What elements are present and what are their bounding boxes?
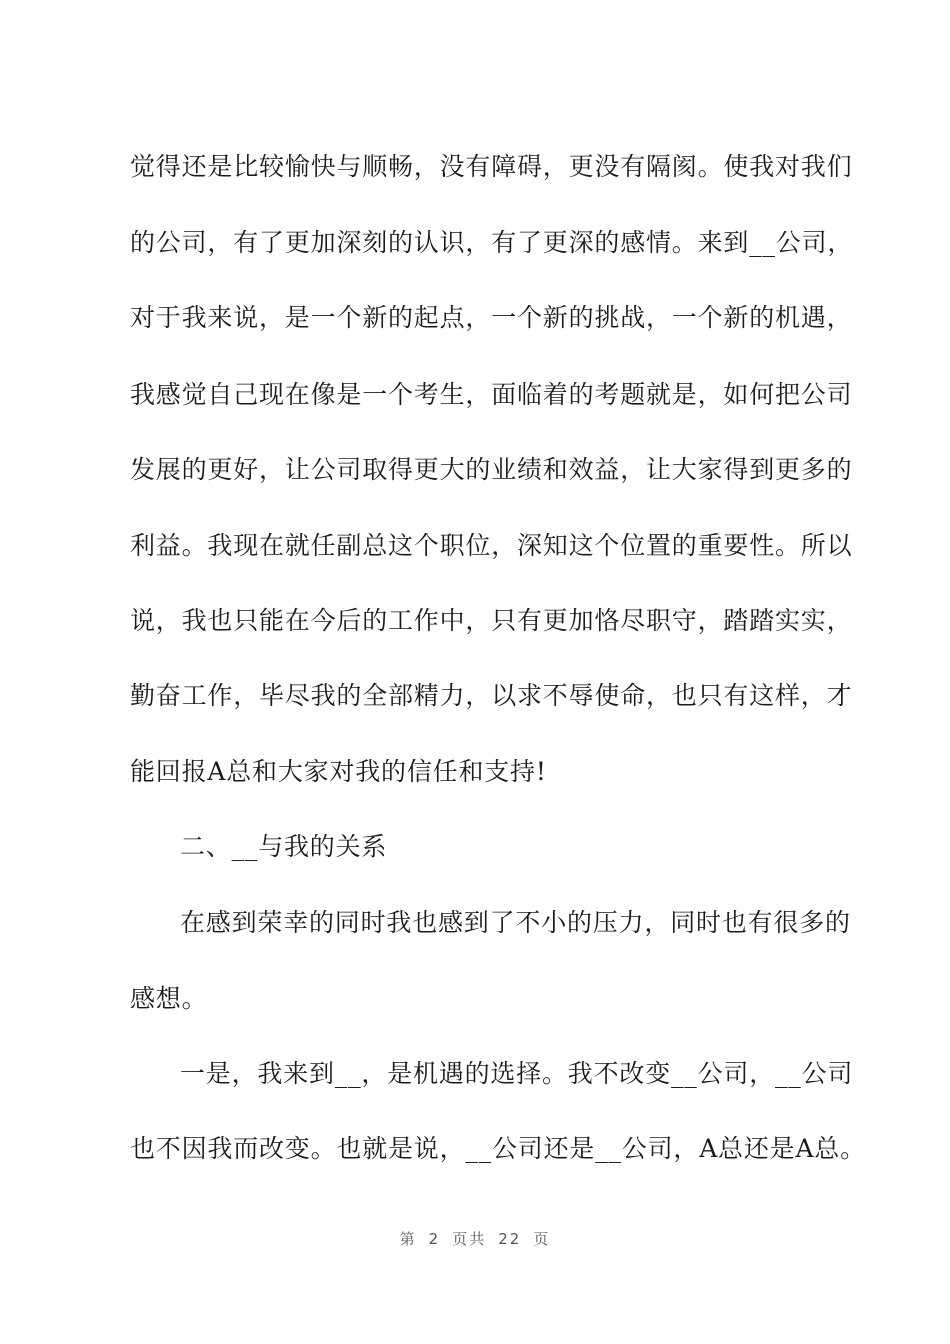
- footer-page-end: 页: [533, 1230, 551, 1248]
- body-line-2: 的公司，有了更加深刻的认识，有了更深的感情。来到__公司，: [130, 228, 854, 257]
- body-line-7: 说，我也只能在今后的工作中，只有更加恪尽职守，踏踏实实，: [130, 606, 853, 635]
- body-line-12: 感想。: [130, 984, 208, 1013]
- footer-page-number: 2: [428, 1230, 441, 1248]
- body-line-6: 利益。我现在就任副总这个职位，深知这个位置的重要性。所以: [130, 531, 853, 560]
- body-line-11: 在感到荣幸的同时我也感到了不小的压力，同时也有很多的: [180, 908, 851, 937]
- body-line-5: 发展的更好，让公司取得更大的业绩和效益，让大家得到更多的: [130, 455, 853, 484]
- footer-page-mid: 页共: [452, 1230, 487, 1248]
- body-line-1: 觉得还是比较愉快与顺畅，没有障碍，更没有隔阂。使我对我们: [130, 152, 853, 181]
- page-footer: [0, 1228, 950, 1249]
- footer-total-pages: 22: [498, 1230, 522, 1248]
- body-line-14: 也不因我而改变。也就是说，__公司还是__公司，A总还是A总。: [130, 1134, 866, 1163]
- body-line-13: 一是，我来到__，是机遇的选择。我不改变__公司，__公司: [180, 1059, 854, 1088]
- body-line-4: 我感觉自己现在像是一个考生，面临着的考题就是，如何把公司: [130, 380, 853, 409]
- body-line-8: 勤奋工作，毕尽我的全部精力，以求不辱使命，也只有这样，才: [130, 681, 853, 710]
- body-line-9: 能回报A总和大家对我的信任和支持!: [130, 757, 547, 786]
- section-heading: 二、__与我的关系: [180, 832, 388, 861]
- footer-page-label: 第: [399, 1230, 417, 1248]
- body-line-3: 对于我来说，是一个新的起点，一个新的挑战，一个新的机遇，: [130, 303, 853, 332]
